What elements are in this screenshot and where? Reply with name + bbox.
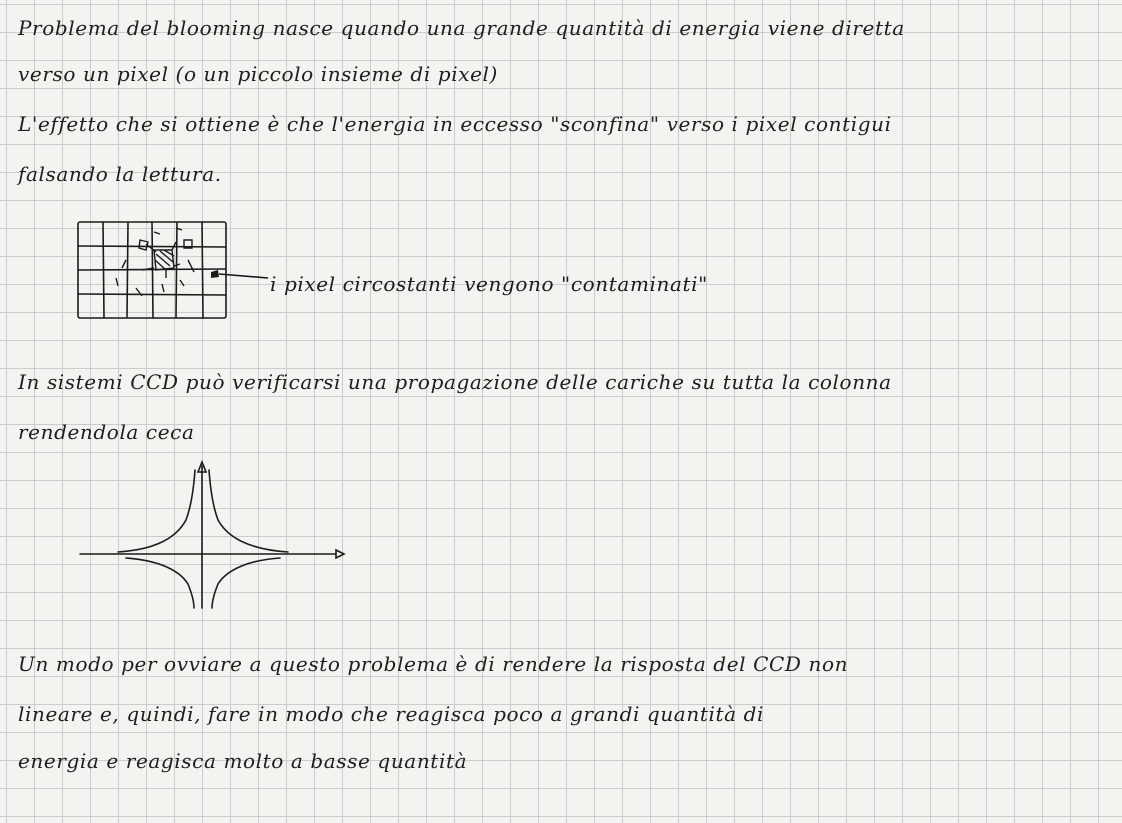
text-line: Problema del blooming nasce quando una grande quantità di energia viene diretta (18, 16, 905, 40)
curve-lower-left (126, 558, 194, 608)
curve-lower-right (212, 558, 280, 608)
text-line: lineare e, quindi, fare in modo che reagisca poco a grandi quantità di (18, 702, 764, 726)
text-line: In sistemi CCD può verificarsi una propagazione delle cariche su tutta la colonna (18, 370, 892, 394)
response-graph-sketch (78, 460, 348, 610)
text-line: energia e reagisca molto a basse quantità (18, 749, 468, 773)
curve-upper-right (209, 470, 288, 552)
diagram-label: i pixel circostanti vengono "contaminati" (270, 272, 708, 296)
text-line: L'effetto che si ottiene è che l'energia in eccesso "sconfina" verso i pixel contigui (18, 112, 892, 136)
text-line: rendendola ceca (18, 420, 195, 444)
pixel-grid-sketch (76, 220, 236, 320)
text-line: falsando la lettura. (18, 162, 222, 186)
curve-upper-left (118, 470, 195, 552)
text-line: verso un pixel (o un piccolo insieme di pixel) (18, 62, 498, 86)
text-line: Un modo per ovviare a questo problema è di rendere la risposta del CCD non (18, 652, 849, 676)
